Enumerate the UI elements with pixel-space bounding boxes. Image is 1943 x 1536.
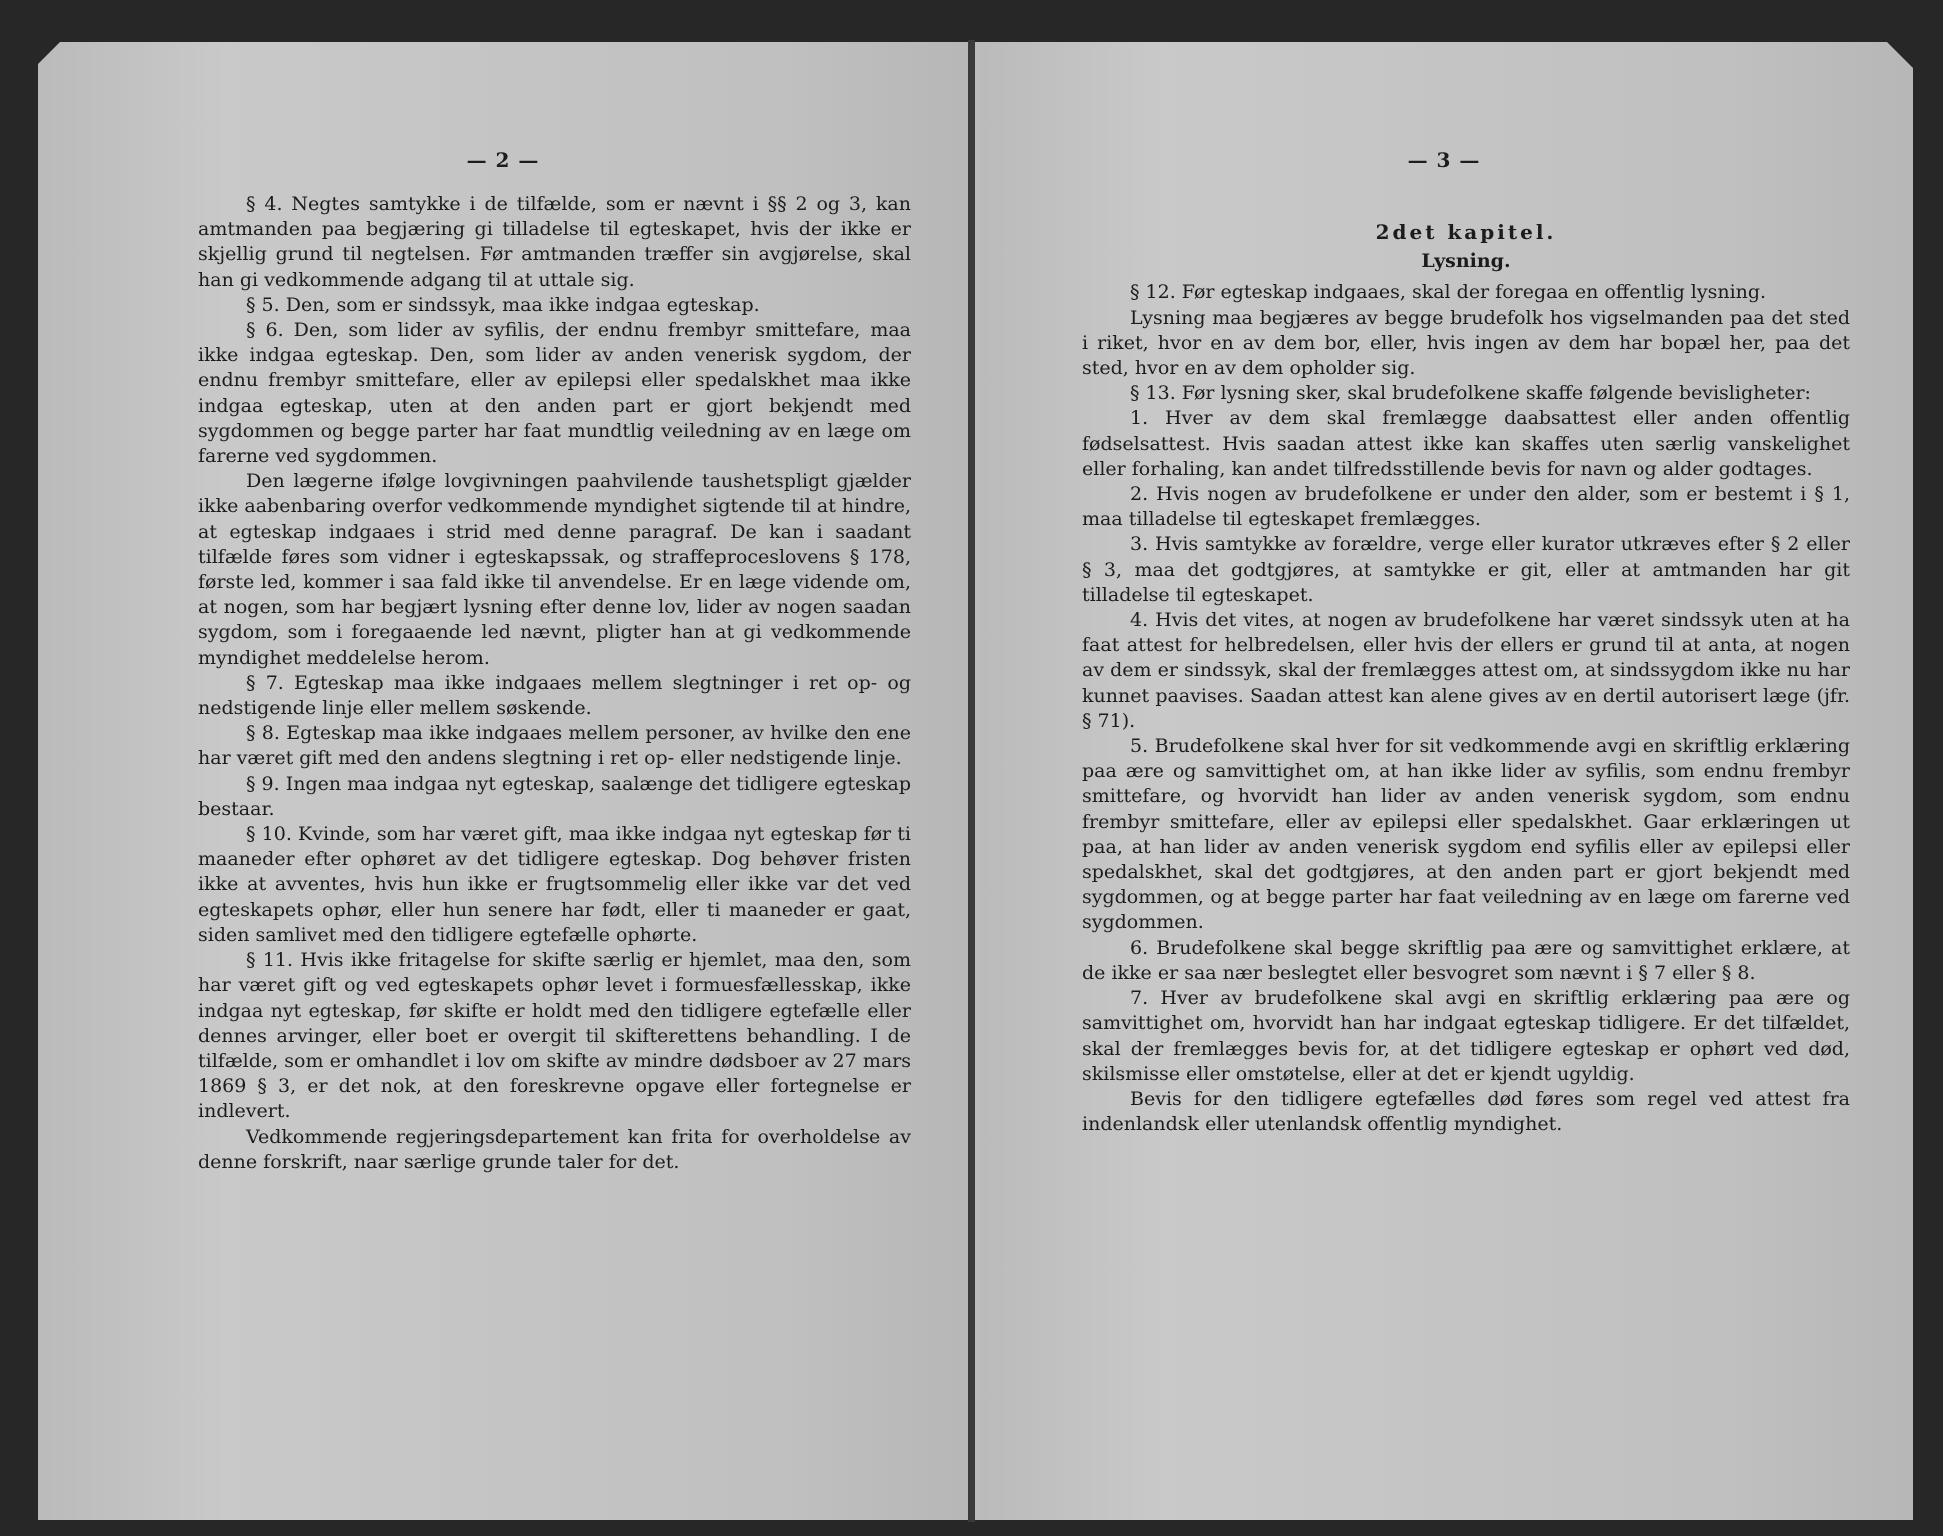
- paragraph: § 13. Før lysning sker, skal brudefolkene skaffe følgende bevisligheter:: [1130, 382, 1811, 405]
- book-gutter: [968, 40, 975, 1522]
- paragraph: Lysning maa begjæres av begge brudefolk hos vigselmanden paa det sted i riket, hvor en av dem bor, eller, hvis ingen av dem har bopæl her, paa det sted, hvor en av dem opholder sig.: [1082, 306, 1850, 380]
- paragraph: § 8. Egteskap maa ikke indgaaes mellem personer, av hvilke den ene har været gift med den andens slegtning i ret op- eller nedstigende linje.: [198, 722, 911, 770]
- paragraph: Vedkommende regjeringsdepartement kan frita for overholdelse av denne forskrift, naar særlige grunde taler for det.: [198, 1125, 911, 1173]
- paragraph: § 11. Hvis ikke fritagelse for skifte særlig er hjemlet, maa den, som har været gift og ved egteskapets ophør levet i formuesfællesskap, ikke indgaa nyt egteskap, før skifte er holdt med den tidligere egtefælle eller dennes arvinger, eller boet er overgit til skifterettens behandling. I de tilfælde, som er omhandlet i lov om skifte av mindre dødsboer av 27 mars 1869 § 3, er det nok, at den foreskrevne opgave eller fortegnelse er indlevert.: [198, 949, 911, 1123]
- paragraph: § 6. Den, som lider av syfilis, der endnu frembyr smittefare, maa ikke indgaa egteskap. Den, som lider av anden venerisk sygdom, der endnu frembyr smittefare, eller av epilepsi eller spedalskhet maa ikke indgaa egteskap, uten at den anden part er gjort bekjendt med sygdommen og begge parter har faat mundtlig veiledning av en læge om farerne ved sygdommen.: [198, 319, 911, 468]
- paragraph: § 4. Negtes samtykke i de tilfælde, som er nævnt i §§ 2 og 3, kan amtmanden paa begjæring gi tilladelse til egteskapet, hvis der ikke er skjellig grund til negtelsen. Før amtmanden træffer sin avgjørelse, skal han gi vedkommende adgang til at uttale sig.: [198, 193, 911, 291]
- paragraph: § 12. Før egteskap indgaaes, skal der foregaa en offentlig lysning.: [1130, 281, 1767, 304]
- chapter-heading: 2det kapitel.: [1375, 220, 1557, 244]
- paragraph: § 7. Egteskap maa ikke indgaaes mellem slegtninger i ret op- og nedstigende linje eller mellem søskende.: [198, 671, 911, 720]
- page-body: [198, 192, 911, 1175]
- page-number: — 2 —: [466, 148, 540, 172]
- paragraph: § 5. Den, som er sindssyk, maa ikke indgaa egteskap.: [246, 293, 760, 316]
- paragraph: § 10. Kvinde, som har været gift, maa ikke indgaa nyt egteskap før ti maaneder efter ophøret av det tidligere egteskap. Dog behøver fristen ikke at avventes, hvis hun ikke er frugtsommelig eller ikke var det ved egteskapets ophør, eller hun senere har født, eller ti maaneder er gaat, siden samlivet med den tidligere egtefælle ophørte.: [198, 823, 911, 946]
- paragraph: Den lægerne ifølge lovgivningen paahvilende taushetspligt gjælder ikke aabenbaring overfor vedkommende myndighet sigtende til at hindre, at egteskap indgaaes i strid med denne paragraf. De kan i saadant tilfælde føres som vidner i egteskapssak, og straffeproceslovens § 178, første led, kommer i saa fald ikke til anvendelse. Er en læge vidende om, at nogen, som har begjært lysning efter denne lov, lider av nogen saadan sygdom, som i foregaaende led nævnt, pligter han at gi vedkommende myndighet meddelelse herom.: [198, 470, 911, 669]
- paragraph: 7. Hver av brudefolkene skal avgi en skriftlig erklæring paa ære og samvittighet om, hvorvidt han har indgaat egteskap tidligere. Er det tilfældet, skal der fremlægges bevis for, at det tidligere egteskap er ophørt ved død, skilsmisse eller omstøtelse, eller at det er kjendt ugyldig.: [1082, 987, 1850, 1085]
- right-page: [975, 42, 1913, 1520]
- page-body: [1082, 192, 1850, 1137]
- paragraph: Bevis for den tidligere egtefælles død føres som regel ved attest fra indenlandsk eller utenlandsk offentlig myndighet.: [1082, 1087, 1850, 1136]
- page-number: — 3 —: [1407, 148, 1481, 172]
- paragraph: 2. Hvis nogen av brudefolkene er under den alder, som er bestemt i § 1, maa tilladelse til egteskapet fremlægges.: [1082, 483, 1850, 531]
- paragraph: 1. Hver av dem skal fremlægge daabsattest eller anden offentlig fødselsattest. Hvis saadan attest ikke kan skaffes uten særlig vanskelighet eller forhaling, kan andet tilfredsstillende bevis for navn og alder godtages.: [1082, 407, 1850, 480]
- paragraph: 3. Hvis samtykke av forældre, verge eller kurator utkræves efter § 2 eller § 3, maa det godtgjøres, at samtykke er git, eller at amtmanden har git tilladelse til egteskapet.: [1082, 533, 1850, 606]
- left-page: [38, 42, 968, 1520]
- paragraph: 4. Hvis det vites, at nogen av brudefolkene har været sindssyk uten at ha faat attest for helbredelsen, eller hvis der ellers er grund til at anta, at nogen av dem er sindssyk, skal der fremlægges attest om, at sindssygdom ikke nu har kunnet paavises. Saadan attest kan alene gives av en dertil autorisert læge (jfr. § 71).: [1082, 609, 1850, 732]
- paragraph: § 9. Ingen maa indgaa nyt egteskap, saalænge det tidligere egteskap bestaar.: [198, 772, 911, 820]
- paragraph: 5. Brudefolkene skal hver for sit vedkommende avgi en skriftlig erklæring paa ære og samvittighet om, at han ikke lider av syfilis, som endnu frembyr smittefare, og hvorvidt han lider av anden venerisk sygdom, som endnu frembyr smittefare, eller av epilepsi eller spedalskhet. Gaar erklæringen ut paa, at han lider av anden venerisk sygdom end syfilis eller av epilepsi eller spedalskhet, skal det godtgjøres, at den anden part er gjort bekjendt med sygdommen, og at begge parter har faat veiledning av en læge om farerne ved sygdommen.: [1082, 735, 1850, 934]
- paragraph: 6. Brudefolkene skal begge skriftlig paa ære og samvittighet erklære, at de ikke er saa nær beslegtet eller besvogret som nævnt i § 7 eller § 8.: [1082, 936, 1850, 984]
- section-heading: Lysning.: [1421, 250, 1511, 273]
